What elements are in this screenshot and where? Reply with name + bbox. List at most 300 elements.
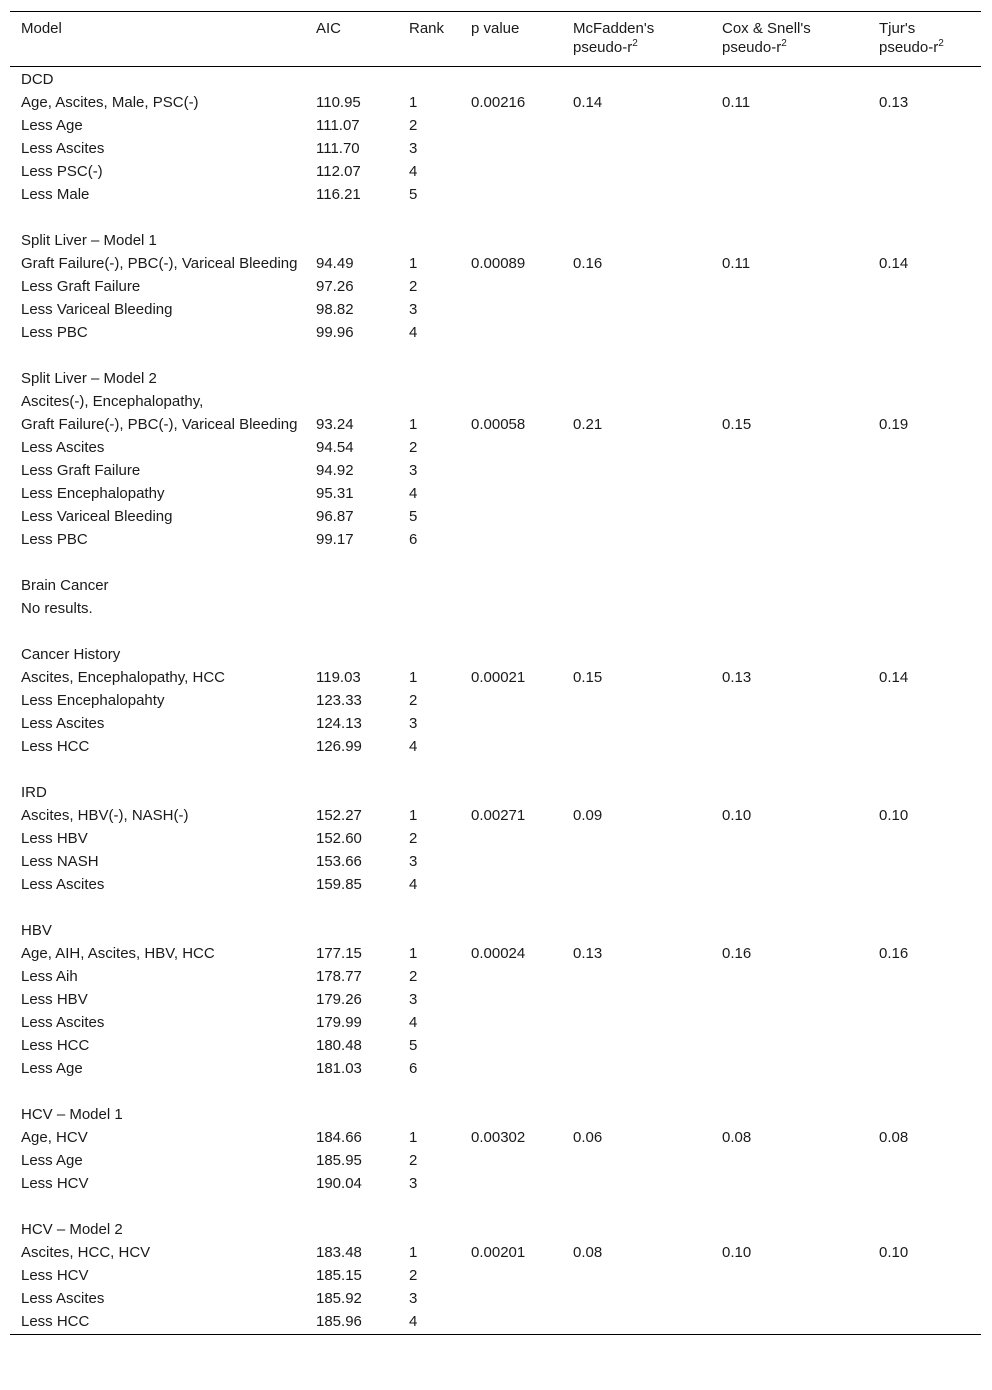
cell-aic: 93.24	[316, 416, 354, 433]
group-title: IRD	[21, 784, 47, 801]
spacer-cell	[10, 345, 981, 368]
table-row	[10, 483, 981, 506]
cell-p-value	[460, 391, 562, 414]
cell-rank: 4	[409, 738, 418, 755]
cell-p-value	[460, 1173, 562, 1196]
cell-aic: 184.66	[316, 1129, 362, 1146]
group-title-row	[10, 575, 981, 598]
group-title-row	[10, 67, 981, 93]
cell-model: Less HBV	[21, 991, 88, 1008]
cell-aic: 94.92	[316, 462, 354, 479]
cell-model: Less Graft Failure	[21, 462, 141, 479]
cell-tjur	[868, 1173, 981, 1196]
cell-tjur: 0.13	[879, 94, 909, 111]
cell-tjur	[868, 828, 981, 851]
cell-tjur	[868, 1035, 981, 1058]
table-row	[10, 184, 981, 207]
spacer-row	[10, 552, 981, 575]
header-p-value: p value	[471, 20, 520, 37]
cell-p-value	[460, 1311, 562, 1335]
spacer-row	[10, 207, 981, 230]
cell-cox-snell	[711, 713, 868, 736]
cell-aic: 153.66	[316, 853, 362, 870]
cell-cox-snell	[711, 1173, 868, 1196]
cell-rank: 4	[409, 1313, 418, 1330]
cell-model: Ascites, HCC, HCV	[21, 1244, 151, 1261]
table-row	[10, 506, 981, 529]
spacer-cell	[10, 897, 981, 920]
cell-cox-snell	[711, 598, 868, 621]
spacer-cell	[10, 1196, 981, 1219]
cell-p-value	[460, 161, 562, 184]
cell-tjur	[868, 989, 981, 1012]
cell-aic: 95.31	[316, 485, 354, 502]
cell-mcfadden	[562, 1288, 711, 1311]
table-row	[10, 805, 981, 828]
cell-tjur	[868, 1288, 981, 1311]
cell-p-value	[460, 966, 562, 989]
group-title: HCV – Model 2	[21, 1221, 123, 1238]
cell-model: Less Graft Failure	[21, 278, 141, 295]
cell-model: Graft Failure(-), PBC(-), Variceal Bleeding	[21, 416, 298, 433]
cell-rank: 3	[409, 301, 418, 318]
spacer-cell	[10, 1081, 981, 1104]
cell-p-value	[460, 460, 562, 483]
cell-mcfadden	[562, 874, 711, 897]
cell-tjur	[868, 736, 981, 759]
table-row	[10, 115, 981, 138]
header-mcfadden: McFadden's pseudo-$r^2$	[573, 20, 655, 56]
cell-aic: 111.70	[316, 140, 360, 157]
cell-mcfadden	[562, 598, 711, 621]
cell-rank: 3	[409, 1175, 418, 1192]
cell-cox-snell	[711, 966, 868, 989]
cell-aic: 185.95	[316, 1152, 362, 1169]
cell-aic: 126.99	[316, 738, 362, 755]
cell-cox-snell	[711, 1265, 868, 1288]
cell-rank: 5	[409, 508, 418, 525]
model-table-container	[10, 11, 981, 1335]
cell-mcfadden	[562, 1311, 711, 1335]
cell-aic: 177.15	[316, 945, 362, 962]
cell-cox-snell	[711, 138, 868, 161]
spacer-cell	[10, 207, 981, 230]
table-row	[10, 828, 981, 851]
cell-model: Ascites, Encephalopathy, HCC	[21, 669, 225, 686]
cell-model: Less Ascites	[21, 876, 105, 893]
table-row	[10, 138, 981, 161]
cell-rank: 2	[409, 1152, 418, 1169]
cell-tjur	[868, 483, 981, 506]
cell-tjur	[868, 690, 981, 713]
table-row	[10, 989, 981, 1012]
group-title: DCD	[21, 71, 54, 88]
spacer-row	[10, 1081, 981, 1104]
table-row	[10, 943, 981, 966]
cell-cox-snell	[711, 851, 868, 874]
cell-aic: 178.77	[316, 968, 362, 985]
cell-cox-snell	[711, 437, 868, 460]
cell-rank: 2	[409, 439, 418, 456]
cell-cox-snell	[711, 506, 868, 529]
cell-aic: 185.92	[316, 1290, 362, 1307]
spacer-row	[10, 621, 981, 644]
cell-tjur	[868, 391, 981, 414]
header-cox-snell: Cox & Snell's pseudo-$r^2$	[722, 20, 811, 56]
header-row	[10, 12, 981, 67]
cell-p-value	[460, 529, 562, 552]
spacer-row	[10, 897, 981, 920]
cell-aic: 179.99	[316, 1014, 362, 1031]
cell-mcfadden	[562, 276, 711, 299]
table-row	[10, 1127, 981, 1150]
group-title-row	[10, 644, 981, 667]
table-row	[10, 690, 981, 713]
cell-aic: 185.96	[316, 1313, 362, 1330]
cell-tjur: 0.16	[879, 945, 909, 962]
cell-mcfadden	[562, 529, 711, 552]
cell-aic: 110.95	[316, 94, 361, 111]
cell-tjur	[868, 322, 981, 345]
table-row	[10, 713, 981, 736]
cell-mcfadden	[562, 966, 711, 989]
cell-tjur	[868, 874, 981, 897]
cell-p-value	[460, 115, 562, 138]
cell-model: Less HCC	[21, 1037, 90, 1054]
cell-cox-snell	[711, 989, 868, 1012]
cell-cox-snell	[711, 874, 868, 897]
cell-rank: 4	[409, 1014, 418, 1031]
cell-aic: 159.85	[316, 876, 362, 893]
cell-cox-snell	[711, 161, 868, 184]
cell-cox-snell: 0.13	[722, 669, 752, 686]
cell-cox-snell: 0.08	[722, 1129, 752, 1146]
cell-mcfadden	[562, 851, 711, 874]
cell-mcfadden: 0.16	[573, 255, 603, 272]
cell-p-value: 0.00201	[471, 1244, 526, 1261]
cell-rank: 1	[409, 416, 418, 433]
cell-cox-snell: 0.16	[722, 945, 752, 962]
cell-aic	[305, 391, 398, 414]
table-row	[10, 161, 981, 184]
cell-tjur: 0.08	[879, 1129, 909, 1146]
cell-tjur: 0.10	[879, 1244, 909, 1261]
cell-p-value	[460, 736, 562, 759]
cell-cox-snell: 0.11	[722, 255, 751, 272]
cell-tjur	[868, 1265, 981, 1288]
table-row	[10, 391, 981, 414]
cell-mcfadden: 0.06	[573, 1129, 603, 1146]
cell-rank: 3	[409, 140, 418, 157]
group-title: Brain Cancer	[21, 577, 109, 594]
header-model: Model	[21, 20, 62, 37]
cell-rank: 2	[409, 1267, 418, 1284]
cell-p-value	[460, 299, 562, 322]
cell-mcfadden	[562, 1265, 711, 1288]
cell-model: Less HCV	[21, 1175, 89, 1192]
header-tjur: Tjur's pseudo-$r^2$	[879, 20, 944, 56]
cell-p-value	[460, 851, 562, 874]
cell-model: Less Male	[21, 186, 90, 203]
cell-p-value	[460, 437, 562, 460]
cell-rank: 5	[409, 186, 418, 203]
cell-tjur	[868, 966, 981, 989]
cell-mcfadden	[562, 115, 711, 138]
cell-tjur	[868, 161, 981, 184]
cell-cox-snell	[711, 1058, 868, 1081]
cell-tjur: 0.19	[879, 416, 909, 433]
cell-mcfadden	[562, 391, 711, 414]
table-row	[10, 1150, 981, 1173]
cell-cox-snell	[711, 1035, 868, 1058]
table-row	[10, 851, 981, 874]
group-title-row	[10, 230, 981, 253]
table-row	[10, 966, 981, 989]
cell-rank: 2	[409, 692, 418, 709]
cell-tjur	[868, 460, 981, 483]
cell-p-value: 0.00302	[471, 1129, 526, 1146]
cell-cox-snell	[711, 460, 868, 483]
cell-tjur	[868, 529, 981, 552]
cell-model: Less Ascites	[21, 140, 105, 157]
cell-aic: 183.48	[316, 1244, 362, 1261]
cell-cox-snell	[711, 1012, 868, 1035]
cell-mcfadden: 0.21	[573, 416, 603, 433]
cell-model: Less Age	[21, 117, 83, 134]
cell-mcfadden	[562, 736, 711, 759]
cell-mcfadden	[562, 989, 711, 1012]
cell-rank	[398, 598, 460, 621]
cell-aic: 94.49	[316, 255, 354, 272]
cell-rank: 4	[409, 876, 418, 893]
table-row	[10, 1288, 981, 1311]
cell-mcfadden	[562, 506, 711, 529]
cell-p-value	[460, 713, 562, 736]
cell-rank: 5	[409, 1037, 418, 1054]
cell-cox-snell	[711, 483, 868, 506]
cell-model: Less PBC	[21, 531, 88, 548]
cell-model: Less NASH	[21, 853, 99, 870]
cell-mcfadden: 0.09	[573, 807, 603, 824]
cell-aic: 94.54	[316, 439, 354, 456]
cell-rank: 1	[409, 669, 418, 686]
cell-rank: 4	[409, 324, 418, 341]
cell-tjur	[868, 1311, 981, 1335]
group-title: HCV – Model 1	[21, 1106, 123, 1123]
cell-model: Less Ascites	[21, 1014, 105, 1031]
table-row	[10, 276, 981, 299]
table-row	[10, 1058, 981, 1081]
cell-tjur	[868, 437, 981, 460]
cell-model: Less Ascites	[21, 715, 105, 732]
cell-tjur: 0.14	[879, 669, 909, 686]
spacer-row	[10, 345, 981, 368]
cell-model: Less HCC	[21, 738, 90, 755]
cell-mcfadden	[562, 483, 711, 506]
cell-aic: 98.82	[316, 301, 354, 318]
cell-mcfadden	[562, 161, 711, 184]
cell-mcfadden	[562, 1012, 711, 1035]
cell-cox-snell: 0.10	[722, 807, 752, 824]
group-title-row	[10, 920, 981, 943]
cell-aic: 181.03	[316, 1060, 362, 1077]
cell-aic: 123.33	[316, 692, 362, 709]
cell-p-value: 0.00216	[471, 94, 526, 111]
cell-model: Age, Ascites, Male, PSC(-)	[21, 94, 199, 111]
cell-model: Less HCV	[21, 1267, 89, 1284]
table-row	[10, 299, 981, 322]
table-row	[10, 529, 981, 552]
spacer-cell	[10, 621, 981, 644]
group-title: Cancer History	[21, 646, 121, 663]
cell-model: Less HCC	[21, 1313, 90, 1330]
cell-aic: 119.03	[316, 669, 361, 686]
group-title-row	[10, 1104, 981, 1127]
cell-model: Less Age	[21, 1152, 83, 1169]
spacer-row	[10, 759, 981, 782]
cell-cox-snell	[711, 276, 868, 299]
cell-mcfadden	[562, 184, 711, 207]
cell-rank: 1	[409, 945, 418, 962]
cell-tjur	[868, 851, 981, 874]
cell-mcfadden	[562, 437, 711, 460]
cell-p-value	[460, 276, 562, 299]
cell-rank: 3	[409, 715, 418, 732]
cell-model: No results.	[21, 600, 93, 617]
cell-tjur: 0.14	[879, 255, 909, 272]
cell-tjur	[868, 299, 981, 322]
cell-tjur	[868, 506, 981, 529]
table-header	[10, 12, 981, 67]
cell-model: Less Ascites	[21, 1290, 105, 1307]
header-aic: AIC	[316, 20, 342, 37]
cell-model: Less PBC	[21, 324, 88, 341]
cell-aic: 111.07	[316, 117, 360, 134]
cell-cox-snell	[711, 1150, 868, 1173]
cell-cox-snell	[711, 115, 868, 138]
cell-tjur	[868, 276, 981, 299]
cell-model: Age, HCV	[21, 1129, 88, 1146]
spacer-cell	[10, 759, 981, 782]
group-title-row	[10, 368, 981, 391]
cell-tjur: 0.10	[879, 807, 909, 824]
cell-tjur	[868, 598, 981, 621]
cell-p-value: 0.00089	[471, 255, 526, 272]
cell-mcfadden: 0.13	[573, 945, 603, 962]
cell-tjur	[868, 184, 981, 207]
cell-model: Less HBV	[21, 830, 88, 847]
cell-mcfadden	[562, 322, 711, 345]
cell-aic: 185.15	[316, 1267, 362, 1284]
cell-mcfadden: 0.14	[573, 94, 603, 111]
cell-mcfadden	[562, 713, 711, 736]
cell-cox-snell	[711, 690, 868, 713]
group-title: HBV	[21, 922, 52, 939]
cell-model: Less Ascites	[21, 439, 105, 456]
cell-rank: 3	[409, 1290, 418, 1307]
table-row	[10, 1012, 981, 1035]
cell-mcfadden	[562, 690, 711, 713]
cell-mcfadden	[562, 299, 711, 322]
table-row	[10, 322, 981, 345]
cell-tjur	[868, 1058, 981, 1081]
table-row	[10, 1311, 981, 1335]
cell-aic: 179.26	[316, 991, 362, 1008]
cell-rank: 1	[409, 255, 418, 272]
cell-p-value	[460, 598, 562, 621]
cell-aic: 124.13	[316, 715, 362, 732]
cell-aic: 99.17	[316, 531, 354, 548]
cell-p-value: 0.00024	[471, 945, 526, 962]
cell-p-value	[460, 138, 562, 161]
cell-cox-snell	[711, 184, 868, 207]
table-row	[10, 92, 981, 115]
cell-cox-snell	[711, 322, 868, 345]
cell-p-value: 0.00058	[471, 416, 526, 433]
cell-p-value	[460, 322, 562, 345]
table-row	[10, 1242, 981, 1265]
group-title: Split Liver – Model 1	[21, 232, 157, 249]
cell-tjur	[868, 713, 981, 736]
cell-rank: 2	[409, 117, 418, 134]
cell-p-value	[460, 1150, 562, 1173]
cell-model: Less Aih	[21, 968, 78, 985]
cell-cox-snell	[711, 1288, 868, 1311]
cell-aic: 99.96	[316, 324, 354, 341]
cell-cox-snell	[711, 1311, 868, 1335]
cell-model: Less Age	[21, 1060, 83, 1077]
cell-cox-snell	[711, 736, 868, 759]
cell-mcfadden	[562, 1173, 711, 1196]
header-rank: Rank	[409, 20, 445, 37]
cell-aic: 190.04	[316, 1175, 362, 1192]
cell-mcfadden	[562, 1035, 711, 1058]
cell-rank: 3	[409, 991, 418, 1008]
cell-p-value: 0.00271	[471, 807, 526, 824]
cell-aic: 152.60	[316, 830, 362, 847]
cell-rank: 4	[409, 163, 418, 180]
cell-mcfadden	[562, 828, 711, 851]
table-row	[10, 437, 981, 460]
cell-mcfadden	[562, 1150, 711, 1173]
cell-cox-snell: 0.11	[722, 94, 751, 111]
cell-aic: 112.07	[316, 163, 361, 180]
cell-cox-snell: 0.10	[722, 1244, 752, 1261]
cell-cox-snell	[711, 828, 868, 851]
cell-cox-snell: 0.15	[722, 416, 752, 433]
cell-model: Less Encephalopathy	[21, 485, 165, 502]
cell-rank: 1	[409, 1129, 418, 1146]
cell-model: Less PSC(-)	[21, 163, 103, 180]
cell-rank: 2	[409, 278, 418, 295]
group-title-row	[10, 1219, 981, 1242]
model-table	[10, 11, 981, 1335]
table-row	[10, 460, 981, 483]
cell-rank: 2	[409, 968, 418, 985]
cell-p-value	[460, 989, 562, 1012]
cell-rank: 1	[409, 807, 418, 824]
cell-aic: 97.26	[316, 278, 354, 295]
cell-p-value	[460, 1265, 562, 1288]
cell-p-value	[460, 690, 562, 713]
cell-p-value	[460, 1288, 562, 1311]
cell-model: Less Variceal Bleeding	[21, 301, 173, 318]
cell-p-value: 0.00021	[471, 669, 526, 686]
table-row	[10, 1035, 981, 1058]
table-row	[10, 1265, 981, 1288]
cell-p-value	[460, 184, 562, 207]
cell-rank: 6	[409, 531, 418, 548]
